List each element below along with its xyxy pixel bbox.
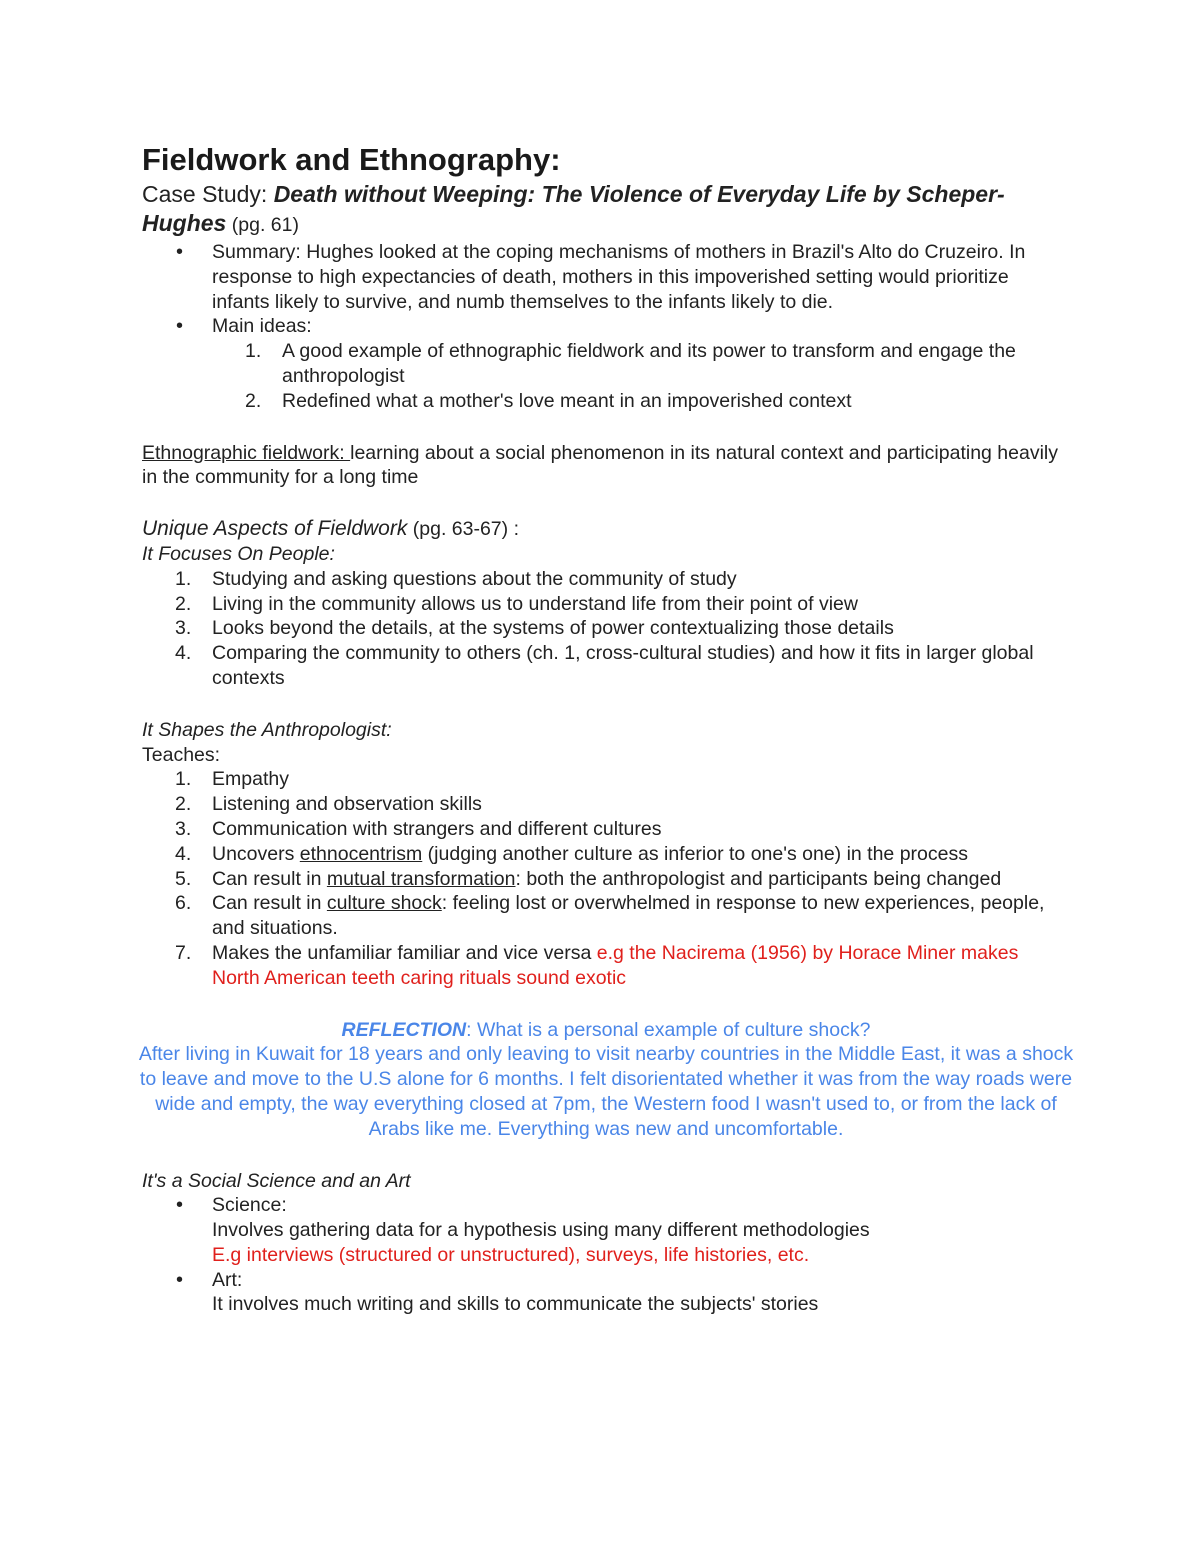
list-item: 6. Can result in culture shock: feeling lost or overwhelmed in response to new experiences, people, and situations. [175, 892, 1045, 940]
list-item: 2. Living in the community allows us to understand life from their point of view [175, 592, 858, 615]
teaches-label: Teaches: [142, 743, 221, 766]
shapes-heading: It Shapes the Anthropologist: [142, 718, 392, 741]
reflection-question-line [134, 1018, 1078, 1043]
list-item: 3. Communication with strangers and different cultures [175, 817, 662, 840]
reflection-answer: After living in Kuwait for 18 years and only leaving to visit nearby countries in the Middle East, it was a shock to leave and move to the U.S alone for 6 months. I felt disorientated whether it was from the way roads were wide and empty, the way everything closed at 7pm, the Western food I wasn't used to, or from the lack of Arabs like me. Everything was new and uncomfortable. [138, 1043, 1074, 1140]
ethnocentrism-term: ethnocentrism [299, 842, 423, 865]
case-study-page: (pg. 61) [226, 214, 299, 236]
list-item: 3. Looks beyond the details, at the systems of power contextualizing those details [175, 617, 894, 640]
focus-item-text: Living in the community allows us to understand life from their point of view [212, 592, 858, 615]
reflection-label: REFLECTION [341, 1018, 467, 1041]
science-example: E.g interviews (structured or unstructured), surveys, life histories, etc. [212, 1243, 810, 1266]
document-title: Fieldwork and Ethnography: [142, 142, 561, 177]
teaches-list [142, 767, 1070, 990]
main-ideas-label: Main ideas: [212, 315, 312, 338]
list-item: 7. Makes the unfamiliar familiar and vice versa e.g the Nacirema (1956) by Horace Miner makes North American teeth caring rituals sound exotic [175, 941, 1019, 989]
unique-aspects-title: Unique Aspects of Fieldwork [142, 517, 408, 541]
teaches-item-text: : feeling lost or overwhelmed in response to new experiences, people, and situations. [212, 892, 1045, 940]
mutual-transformation-term: mutual transformation [326, 867, 516, 890]
science-art-heading: It's a Social Science and an Art [142, 1169, 411, 1192]
culture-shock-term: culture shock [326, 892, 442, 915]
list-item: 2. Listening and observation skills [175, 793, 482, 816]
main-ideas-list [212, 339, 1070, 413]
case-study-bullets [142, 240, 1070, 414]
list-item: 1. Empathy [175, 768, 289, 791]
teaches-item-text: Empathy [212, 768, 289, 791]
main-idea-text: A good example of ethnographic fieldwork and its power to transform and engage the anthropologist [282, 340, 1016, 387]
focus-item-text: Comparing the community to others (ch. 1, cross-cultural studies) and how it fits in larger global contexts [212, 642, 1034, 689]
list-item: 1. A good example of ethnographic fieldwork and its power to transform and engage the anthropologist [245, 340, 1016, 387]
list-item: 5. Can result in mutual transformation: both the anthropologist and participants being changed [175, 867, 1002, 890]
teaches-item-text: Listening and observation skills [212, 793, 482, 816]
list-item: 1. Studying and asking questions about the community of study [175, 567, 737, 590]
teaches-item-text: Can result in [212, 867, 327, 890]
main-ideas-bullet [212, 314, 1070, 413]
main-idea-text: Redefined what a mother's love meant in an impoverished context [282, 389, 852, 412]
nacirema-example: e.g the Nacirema (1956) by Horace Miner makes North American teeth caring rituals sound exotic [212, 941, 1019, 989]
art-text: It involves much writing and skills to communicate the subjects' stories [212, 1293, 819, 1316]
unique-aspects-heading [142, 517, 1070, 542]
reflection-question: : What is a personal example of culture shock? [466, 1018, 871, 1041]
art-label: • Art: [212, 1268, 243, 1291]
list-item: 4. Uncovers ethnocentrism (judging another culture as inferior to one's one) in the process [175, 842, 968, 865]
science-text: Involves gathering data for a hypothesis using many different methodologies [212, 1219, 870, 1242]
teaches-item-text: Uncovers [212, 842, 300, 865]
science-bullet [212, 1193, 1070, 1267]
list-item: 4. Comparing the community to others (ch. 1, cross-cultural studies) and how it fits in larger global contexts [175, 642, 1034, 689]
teaches-item-text: Can result in [212, 892, 327, 915]
summary-bullet: • Summary: Hughes looked at the coping mechanisms of mothers in Brazil's Alto do Cruzeiro. In response to high expectancies of death, mothers in this impoverished setting would prioritize infants likely to survive, and numb themselves to the infants likely to die. [212, 240, 1070, 314]
focus-item-text: Looks beyond the details, at the systems of power contextualizing those details [212, 617, 894, 640]
case-study-heading [142, 180, 1070, 240]
definition-term: Ethnographic fieldwork: [142, 441, 351, 464]
list-item: 2. Redefined what a mother's love meant in an impoverished context [245, 389, 852, 412]
focus-heading: It Focuses On People: [142, 542, 335, 565]
focus-item-text: Studying and asking questions about the community of study [212, 567, 737, 590]
science-label: • Science: [212, 1194, 287, 1217]
definition-text: learning about a social phenomenon in its natural context and participating heavily in the community for a long time [142, 441, 1058, 489]
teaches-item-text: : both the anthropologist and participants being changed [515, 867, 1002, 890]
teaches-item-text: Communication with strangers and different cultures [212, 817, 662, 840]
ethnographic-definition [142, 441, 1070, 491]
case-study-book: Death without Weeping: The Violence of Everyday Life by Scheper-Hughes [142, 181, 1005, 236]
reflection-block [134, 1018, 1078, 1142]
unique-aspects-page: (pg. 63-67) : [407, 518, 519, 541]
teaches-item-text: (judging another culture as inferior to one's one) in the process [422, 842, 968, 865]
case-study-label: Case Study: [142, 181, 274, 207]
focus-list [142, 567, 1070, 691]
teaches-item-text: Makes the unfamiliar familiar and vice versa [212, 941, 597, 964]
science-art-bullets [142, 1193, 1070, 1317]
art-bullet [212, 1268, 1070, 1318]
